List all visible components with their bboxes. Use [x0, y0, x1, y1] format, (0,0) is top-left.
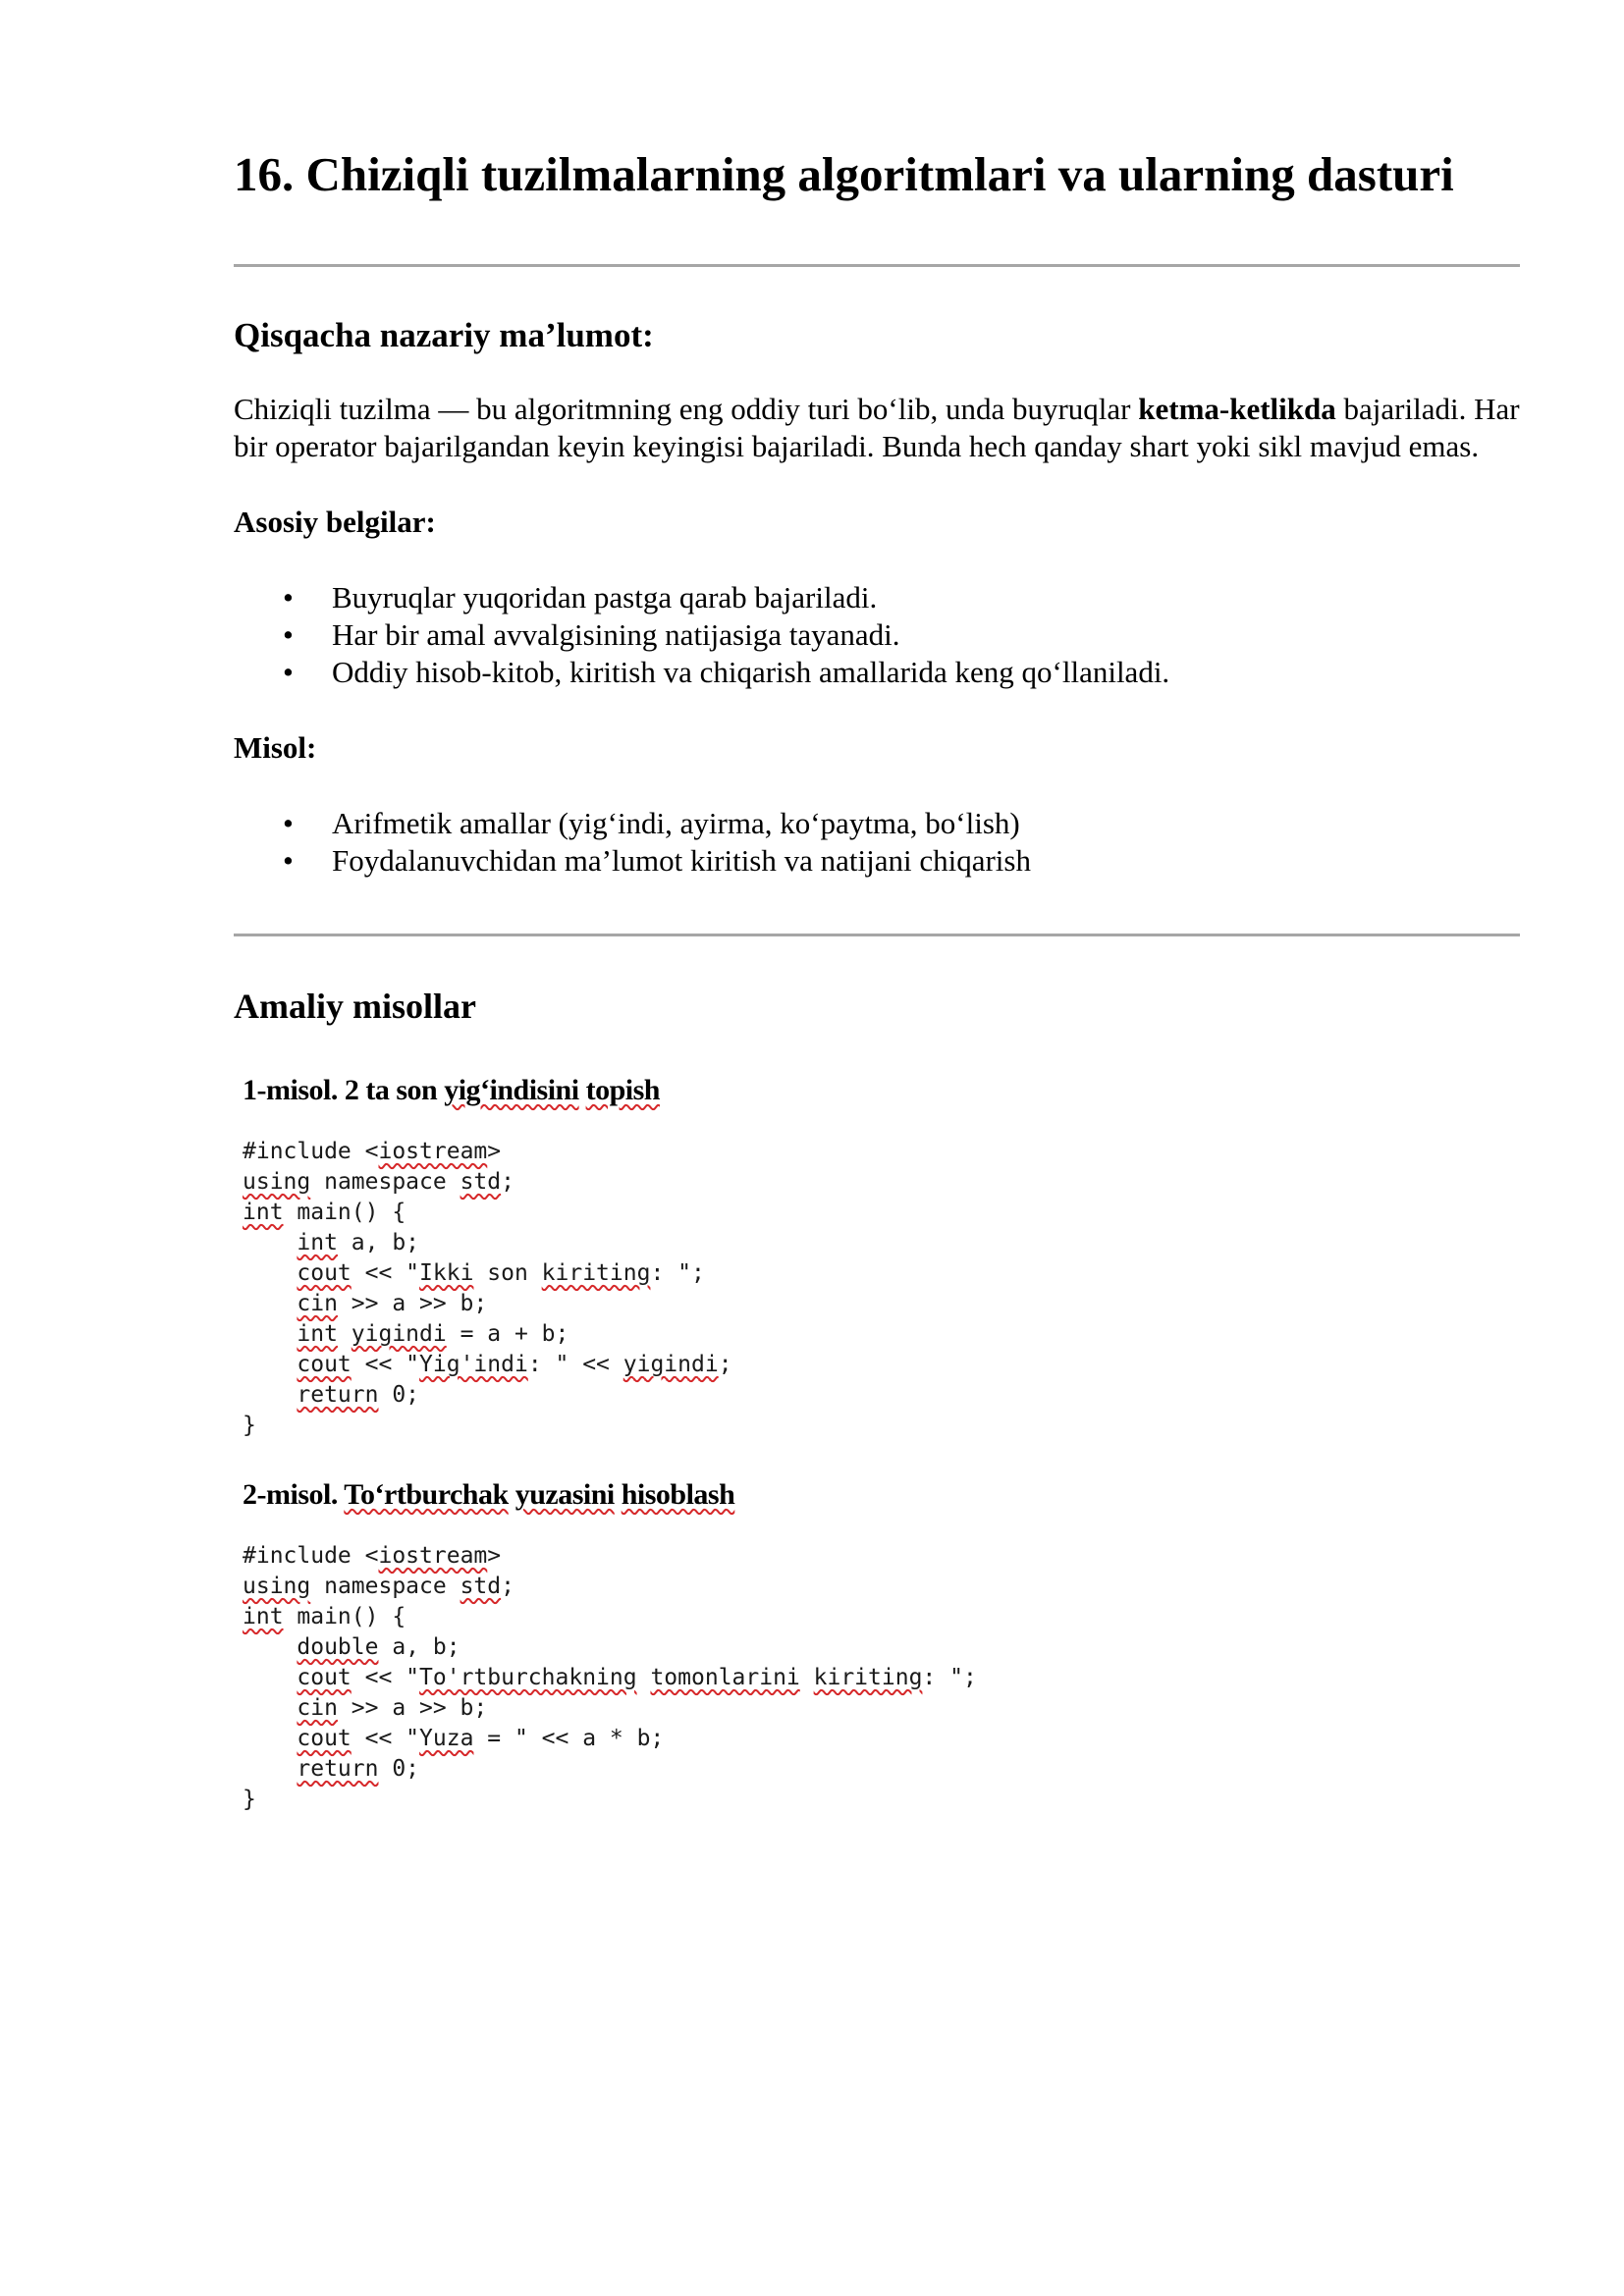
code-token: using	[243, 1574, 311, 1600]
code-token: int	[243, 1604, 284, 1630]
list-item	[234, 842, 1520, 880]
code-token: return	[297, 1756, 379, 1783]
title-word: hisoblash	[621, 1478, 735, 1512]
example1-block	[243, 1074, 1520, 1441]
code-token	[243, 1695, 297, 1721]
code-token: 0;	[378, 1756, 420, 1783]
code-token: ;	[501, 1574, 514, 1600]
code-token: kiriting	[813, 1665, 923, 1691]
list-item-text: Har bir amal avvalgisining natijasiga tayanadi.	[332, 617, 900, 653]
list-item-text: Arifmetik amallar (yig‘indi, ayirma, ko‘paytma, bo‘lish)	[332, 806, 1020, 841]
code-token: namespace	[310, 1574, 460, 1600]
code-token	[243, 1665, 297, 1690]
code-token: << "	[351, 1665, 420, 1691]
code-token: std	[460, 1574, 502, 1600]
list-item	[234, 579, 1520, 616]
code-token: son	[473, 1260, 542, 1287]
title-word: To‘rtburchak	[344, 1478, 509, 1512]
code-token: cout	[297, 1665, 352, 1691]
code-token	[243, 1756, 297, 1782]
list-item	[234, 616, 1520, 654]
code-token: return	[297, 1382, 379, 1409]
code-token: cout	[297, 1726, 352, 1752]
code-token	[338, 1321, 352, 1347]
code-token: a, b;	[378, 1634, 460, 1661]
code-token: >> a >> b;	[337, 1291, 488, 1317]
code-token: cin	[297, 1291, 338, 1317]
intro-text: Chiziqli tuzilma — bu algoritmning eng oddiy turi bo‘lib, unda buyruqlar	[234, 392, 1139, 427]
code-token: double	[297, 1634, 379, 1661]
code-token: Yig'indi	[419, 1352, 528, 1378]
bullet-icon: •	[283, 580, 294, 615]
bullet-icon: •	[283, 806, 294, 841]
example1-title	[243, 1074, 1520, 1107]
code-token: cin	[297, 1695, 338, 1722]
code-token: iostream	[378, 1543, 488, 1570]
list-item-text: Oddiy hisob-kitob, kiritish va chiqarish amallarida keng qo‘llaniladi.	[332, 655, 1170, 690]
intro-text-continued: bajariladi. Har bir operator bajarilgandan keyin keyingisi bajariladi. Bunda hech qanday shart yoki sikl mavjud emas.	[234, 392, 1520, 464]
code-token: 0;	[378, 1382, 420, 1409]
features-list	[234, 579, 1520, 691]
code-token: ;	[718, 1352, 732, 1378]
code-token	[243, 1260, 297, 1286]
code-token: = a + b;	[446, 1321, 569, 1348]
code-token: << "	[351, 1352, 420, 1378]
code-token: << "	[351, 1726, 420, 1752]
practical-heading: Amaliy misollar	[234, 987, 476, 1027]
code-token: : " <<	[527, 1352, 623, 1378]
theory-heading: Qisqacha nazariy ma’lumot:	[234, 316, 654, 355]
example1-code	[243, 1137, 1520, 1441]
code-token: #include <	[243, 1139, 379, 1165]
code-token: ;	[501, 1169, 514, 1196]
code-token: a, b;	[337, 1230, 420, 1256]
code-token: kiriting	[541, 1260, 651, 1287]
code-token	[637, 1665, 651, 1690]
intro-bold-term: ketma-ketlikda	[1138, 392, 1336, 427]
code-token: yigindi	[351, 1321, 447, 1348]
bullet-icon: •	[283, 843, 294, 879]
code-token: #include <	[243, 1543, 379, 1570]
example-label: Misol:	[234, 730, 317, 766]
list-item-text: Foydalanuvchidan ma’lumot kiritish va natijani chiqarish	[332, 843, 1031, 879]
code-token: >> a >> b;	[337, 1695, 488, 1722]
code-token: : ";	[650, 1260, 705, 1287]
code-token: cout	[297, 1352, 352, 1378]
code-token	[243, 1352, 297, 1377]
code-token: main() {	[283, 1604, 406, 1630]
code-token: Yuza	[419, 1726, 474, 1752]
title-word: yig‘indisini	[444, 1074, 579, 1107]
list-item	[234, 805, 1520, 842]
document-page	[234, 147, 1520, 1815]
code-token: int	[243, 1200, 284, 1226]
code-token	[243, 1291, 297, 1316]
code-token: tomonlarini	[650, 1665, 800, 1691]
code-token: iostream	[378, 1139, 488, 1165]
code-token: To'rtburchakning	[419, 1665, 637, 1691]
code-token: cout	[297, 1260, 352, 1287]
code-token: >	[487, 1139, 502, 1165]
code-token	[243, 1321, 297, 1347]
title-word: topish	[585, 1074, 660, 1107]
divider	[234, 264, 1520, 267]
code-token: int	[297, 1321, 338, 1348]
list-item	[234, 654, 1520, 691]
code-token	[243, 1634, 297, 1660]
example2-code	[243, 1541, 1520, 1815]
code-token: }	[243, 1787, 256, 1813]
title-text: 1-misol. 2 ta son	[243, 1074, 445, 1107]
list-item-text: Buyruqlar yuqoridan pastga qarab bajariladi.	[332, 580, 878, 615]
code-token: = " << a * b;	[473, 1726, 665, 1752]
code-token: >	[487, 1543, 502, 1570]
code-token	[243, 1382, 297, 1408]
code-token: int	[297, 1230, 338, 1256]
features-label: Asosiy belgilar:	[234, 505, 436, 540]
code-token: main() {	[283, 1200, 406, 1226]
code-token: }	[243, 1413, 256, 1439]
code-token	[243, 1726, 297, 1751]
bullet-icon: •	[283, 617, 294, 653]
code-token: yigindi	[623, 1352, 719, 1378]
title-text: 2-misol.	[243, 1478, 345, 1512]
divider	[234, 934, 1520, 936]
page-title: 16. Chiziqli tuzilmalarning algoritmlari va ularning dasturi	[234, 147, 1454, 201]
example2-title	[243, 1478, 1520, 1512]
code-token: : ";	[922, 1665, 977, 1691]
code-token: << "	[351, 1260, 420, 1287]
code-token: std	[460, 1169, 502, 1196]
code-token: namespace	[310, 1169, 460, 1196]
example2-block	[243, 1478, 1520, 1815]
examples-list	[234, 805, 1520, 880]
code-token: Ikki	[419, 1260, 474, 1287]
code-token: using	[243, 1169, 311, 1196]
title-word: yuzasini	[514, 1478, 615, 1512]
code-token	[800, 1665, 814, 1690]
bullet-icon: •	[283, 655, 294, 690]
theory-intro	[234, 391, 1520, 465]
code-token	[243, 1230, 297, 1255]
